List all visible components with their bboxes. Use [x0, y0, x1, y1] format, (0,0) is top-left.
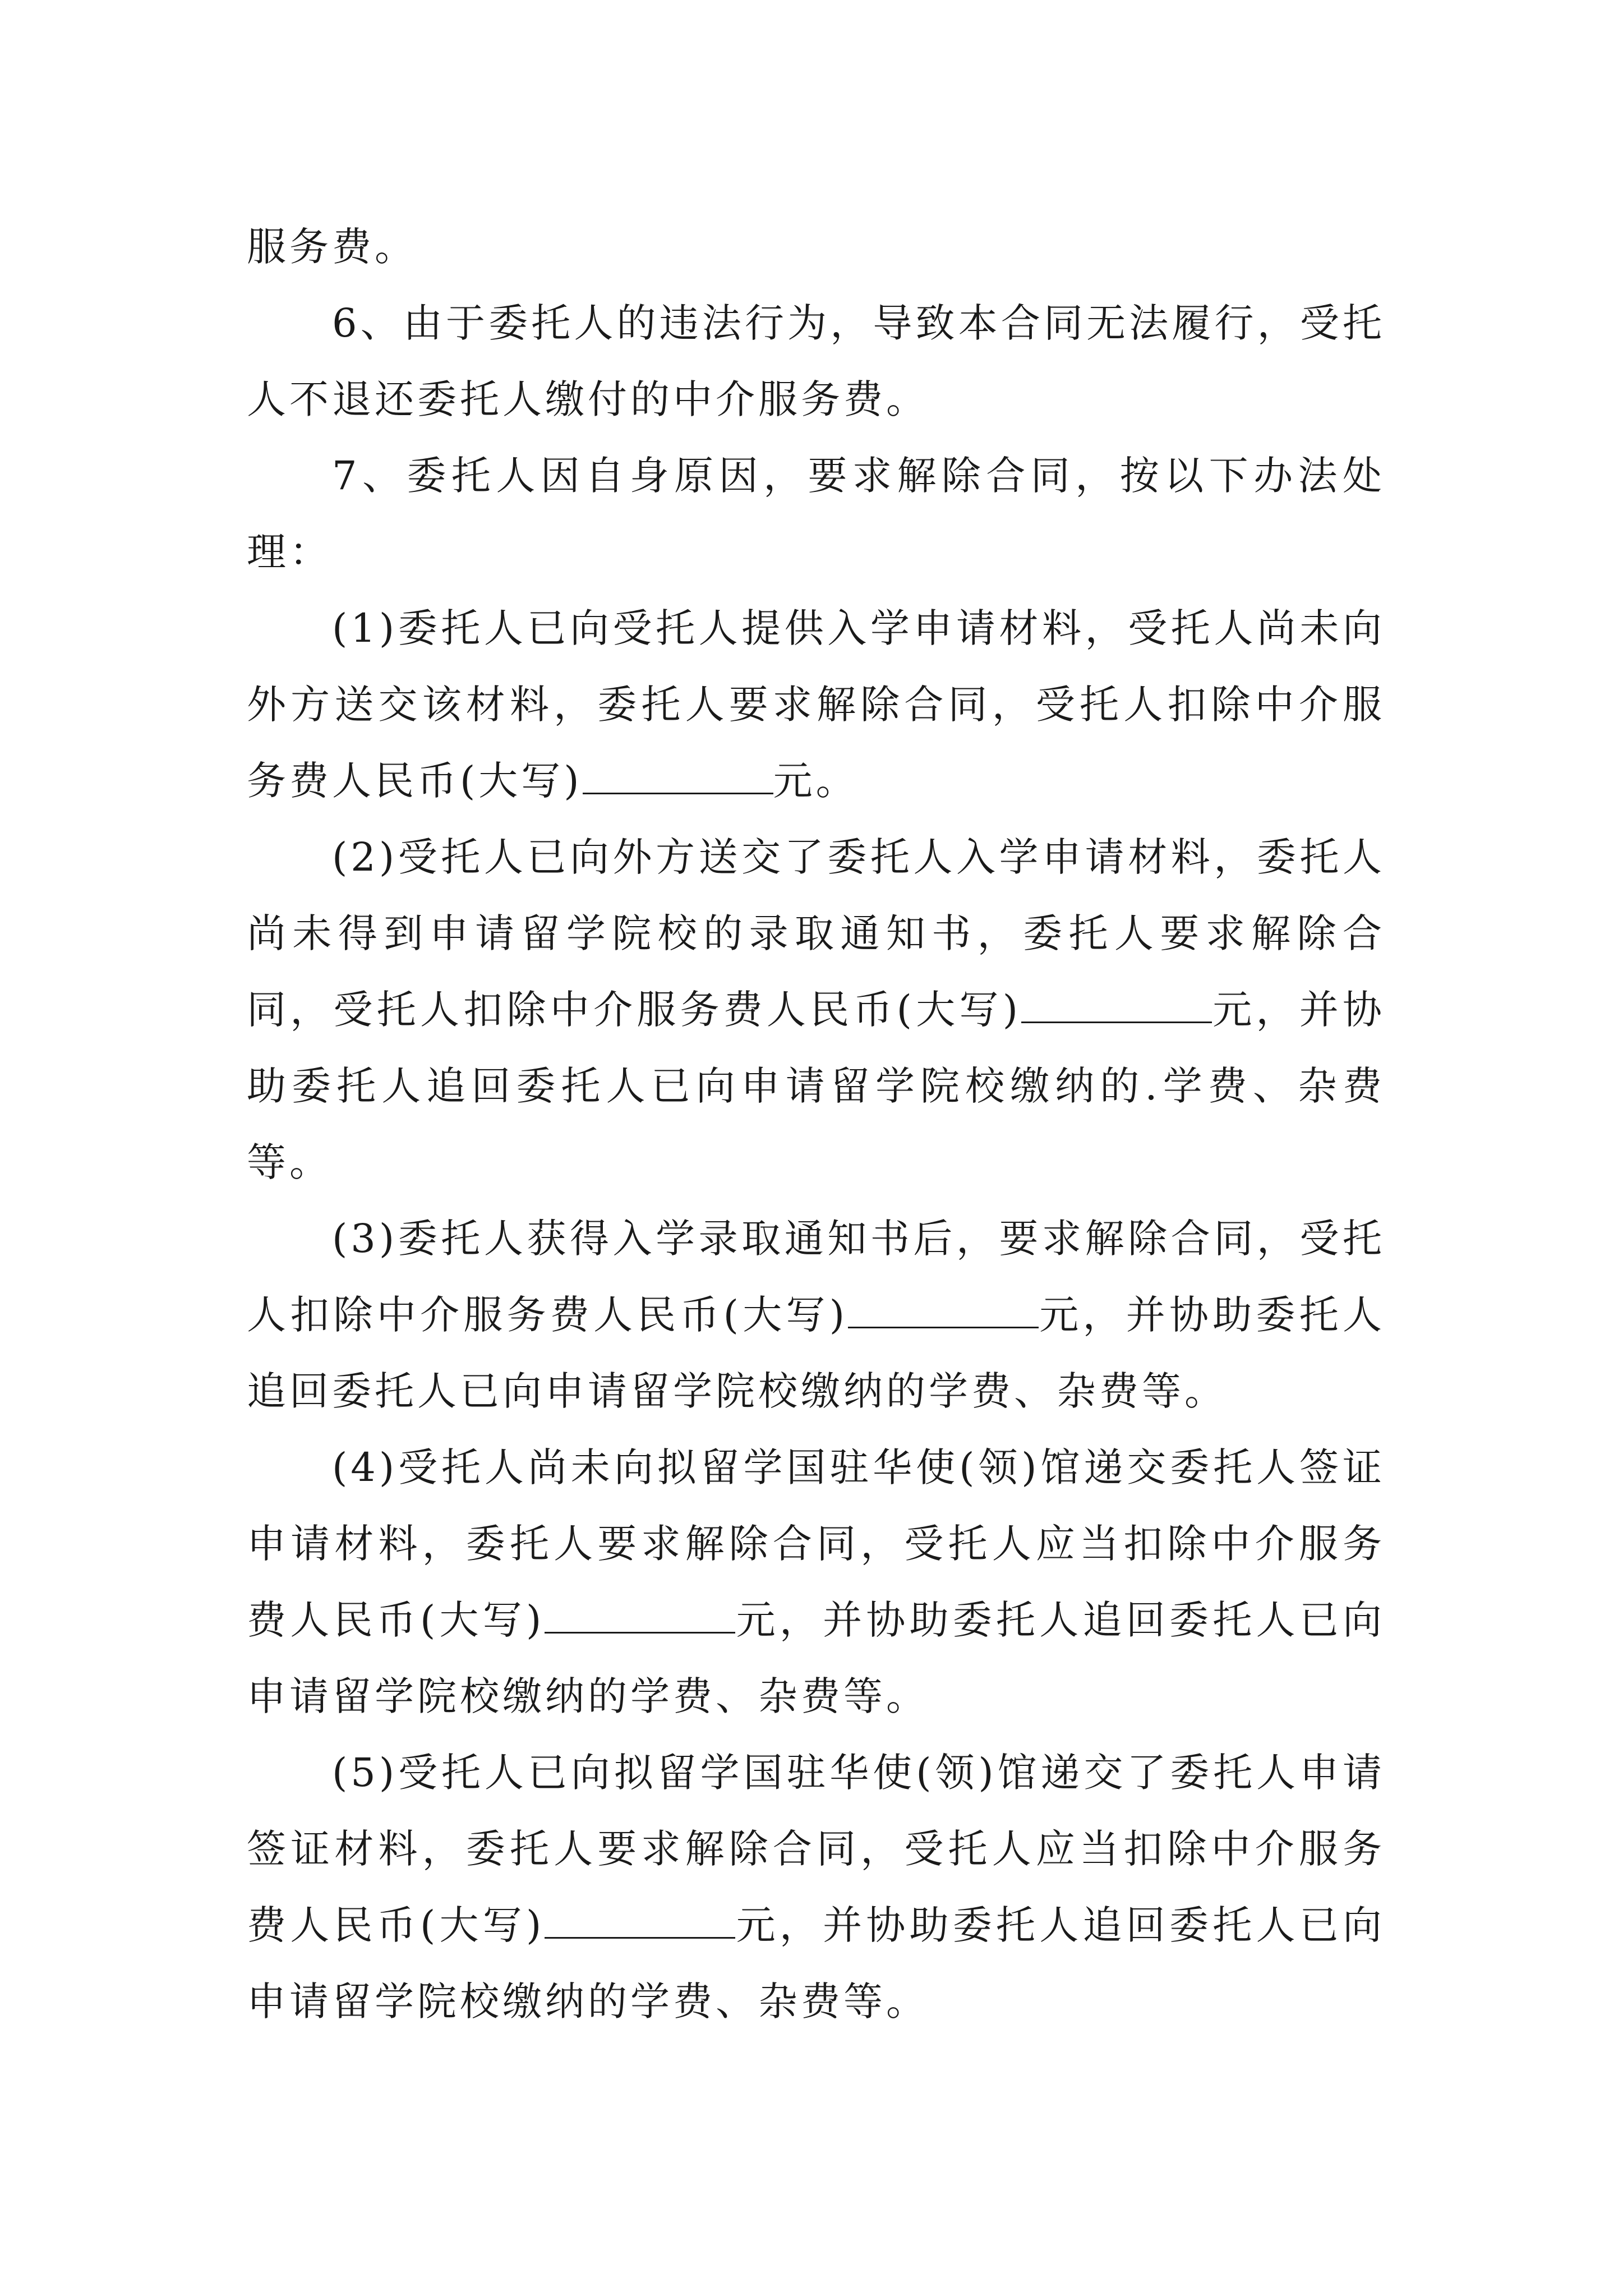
fill-in-blank [1021, 988, 1212, 1023]
paragraph-text: 元，并协助委托人追回委托人已向申请留学院校缴纳的学费、杂费等。 [247, 1292, 1386, 1414]
paragraph-text: 6、由于委托人的违法行为，导致本合同无法履行，受托人不退还委托人缴付的中介服务费。 [247, 300, 1385, 422]
paragraph-text: 元，并协助委托人追回委托人已向申请留学院校缴纳的学费、杂费等。 [247, 1597, 1386, 1719]
paragraph-clause-7 [247, 438, 1385, 590]
paragraph-text: 7、委托人因自身原因，要求解除合同，按以下办法处理： [247, 453, 1385, 575]
fill-in-blank [583, 759, 773, 794]
paragraph-item-4 [247, 1429, 1385, 1734]
paragraph-text: (5)受托人已向拟留学国驻华使(领)馆递交了委托人申请签证材料，委托人要求解除合同，受托人应当扣除中介服务费人民币(大写) [247, 1750, 1385, 1948]
paragraph-clause-6 [247, 285, 1385, 438]
paragraph-text: 元。 [773, 758, 859, 804]
paragraph-text: (3)委托人获得入学录取通知书后，要求解除合同，受托人扣除中介服务费人民币(大写) [247, 1216, 1385, 1338]
paragraph-item-1 [247, 590, 1385, 819]
paragraph-item-2 [247, 819, 1385, 1200]
document-body [247, 209, 1385, 2040]
paragraph-item-3 [247, 1200, 1385, 1429]
paragraph-text: (4)受托人尚未向拟留学国驻华使(领)馆递交委托人签证申请材料，委托人要求解除合同，受托人应当扣除中介服务费人民币(大写) [247, 1444, 1385, 1643]
paragraph-item-5 [247, 1734, 1385, 2040]
paragraph-continuation [247, 209, 1385, 285]
paragraph-text: 元，并协助委托人追回委托人已向申请留学院校缴纳的.学费、杂费等。 [247, 987, 1385, 1185]
fill-in-blank [545, 1903, 735, 1939]
paragraph-text: (2)受托人已向外方送交了委托人入学申请材料，委托人尚未得到申请留学院校的录取通知书，委托人要求解除合同，受托人扣除中介服务费人民币(大写) [247, 834, 1385, 1033]
paragraph-text: (1)委托人已向受托人提供入学申请材料，受托人尚未向外方送交该材料，委托人要求解除合同，受托人扣除中介服务费人民币(大写) [247, 605, 1385, 804]
fill-in-blank [848, 1293, 1039, 1328]
fill-in-blank [545, 1598, 735, 1634]
paragraph-text: 服务费。 [247, 224, 417, 270]
paragraph-text: 元，并协助委托人追回委托人已向申请留学院校缴纳的学费、杂费等。 [247, 1902, 1386, 2024]
